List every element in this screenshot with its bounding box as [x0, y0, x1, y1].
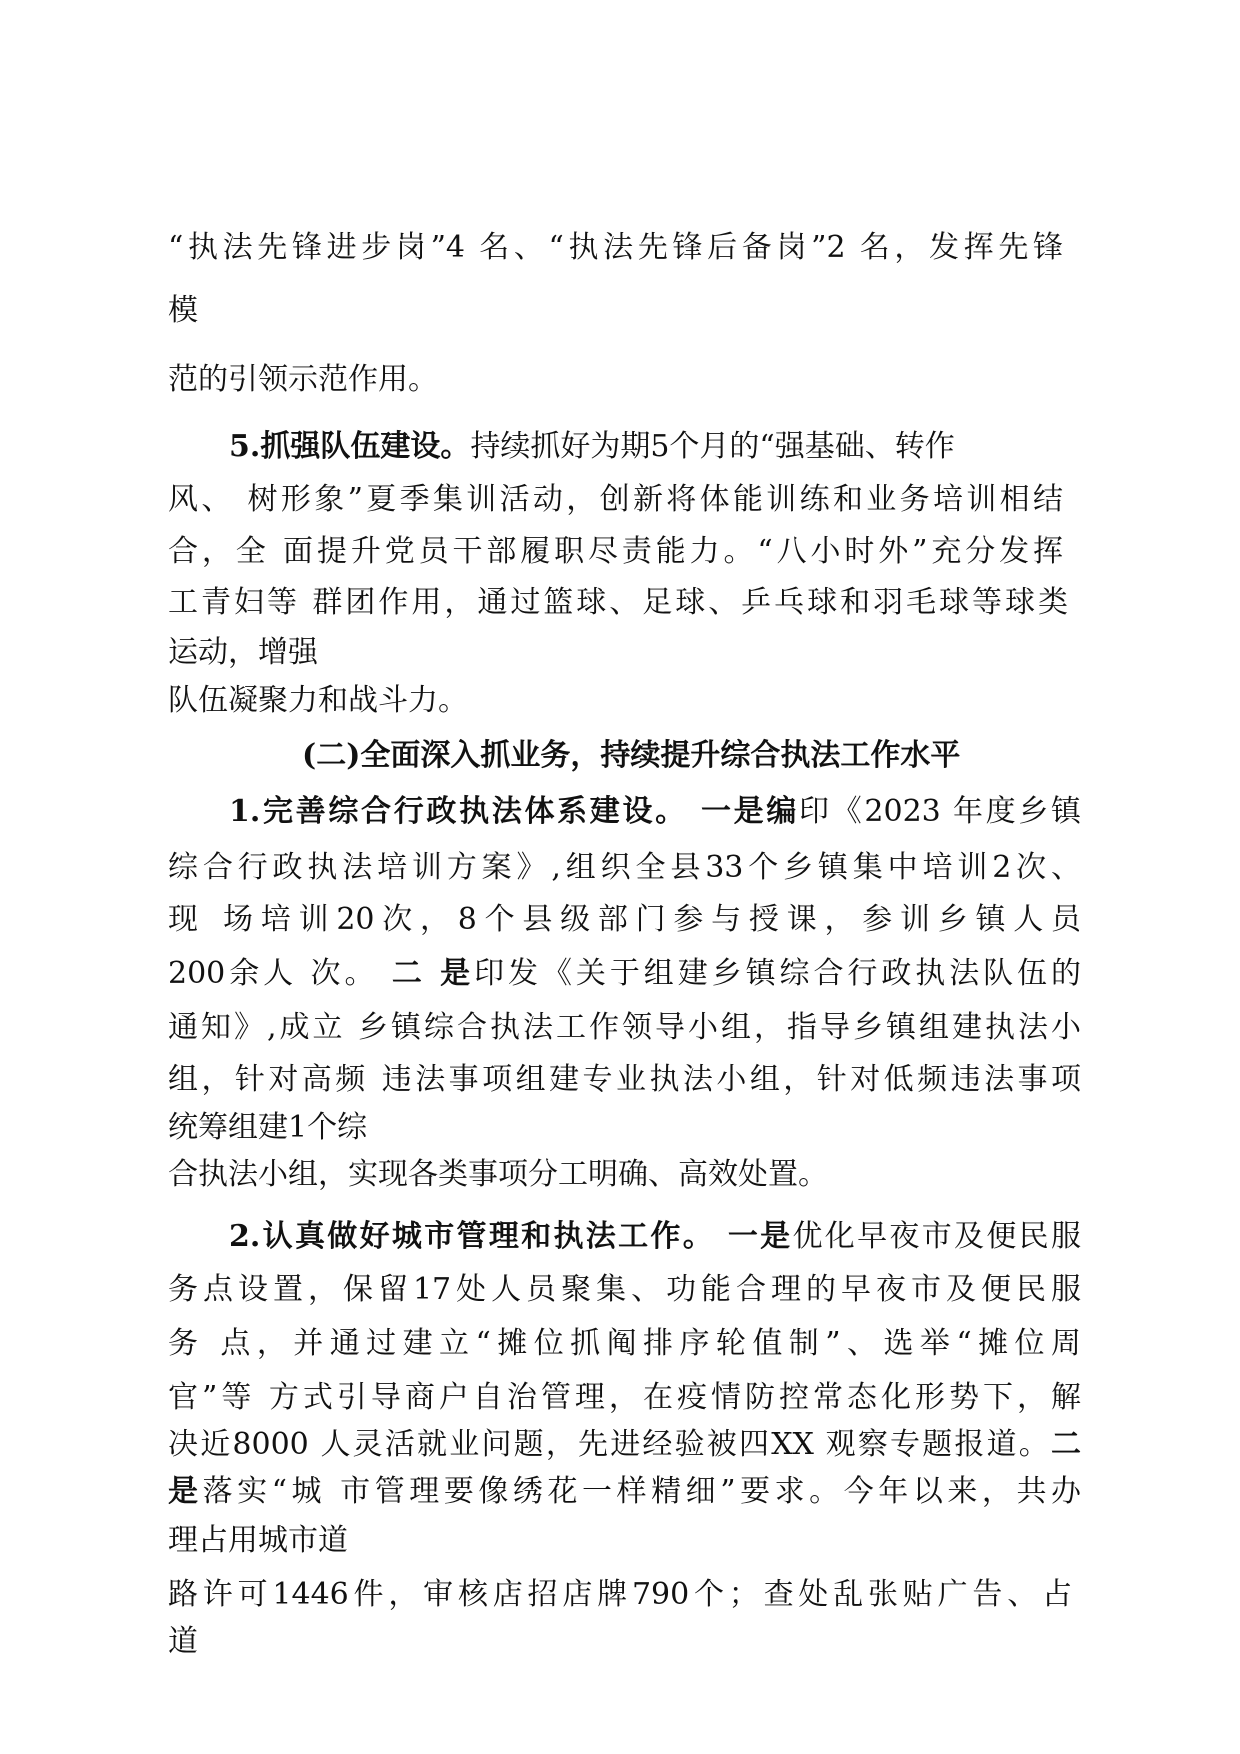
- text-run: 组，针对高频 违法事项组建专业执法小组，针对低频违法事项: [168, 1062, 1081, 1097]
- bold-run: 1.完善综合行政执法体系建设。 一是编: [229, 794, 800, 829]
- text-line: [168, 1008, 1081, 1048]
- text-line: [168, 633, 318, 673]
- text-line: [168, 848, 1081, 888]
- text-run: “执法先锋进步岗”4 名、“执法先锋后备岗”2 名，发挥先锋: [168, 230, 1063, 265]
- text-run: 风、 树形象”夏季集训活动，创新将体能训练和业务培训相结: [168, 482, 1063, 517]
- text-line: [168, 360, 438, 400]
- text-line: [168, 1575, 1072, 1615]
- text-line: [168, 1622, 198, 1662]
- text-run: 综合行政执法培训方案》,组织全县33个乡镇集中培训2次、: [168, 850, 1081, 885]
- text-run: 200余人 次。: [168, 956, 392, 991]
- bold-run: 5.抓强队伍建设。: [229, 429, 471, 464]
- text-run: 决近8000 人灵活就业问题，先进经验被四XX 观察专题报道。: [168, 1427, 1051, 1462]
- text-line: [168, 1378, 1081, 1418]
- bold-run: 二: [1051, 1427, 1081, 1462]
- heading-text: (二)全面深入抓业务，持续提升综合执法工作水平: [302, 738, 961, 773]
- paragraph-5-first-line: [229, 427, 955, 467]
- text-run: 运动，增强: [168, 635, 318, 670]
- bold-run: 2.认真做好城市管理和执法工作。 一是: [229, 1219, 793, 1254]
- text-run: 持续抓好为期5个月的“强基础、转作: [470, 429, 955, 464]
- text-run: 通知》,成立 乡镇综合执法工作领导小组，指导乡镇组建执法小: [168, 1010, 1081, 1045]
- text-run: 队伍凝聚力和战斗力。: [168, 683, 468, 718]
- text-run: 路许可1446件，审核店招店牌790个；查处乱张贴广告、占: [168, 1577, 1072, 1612]
- text-run: 现 场培训20次，8个县级部门参与授课，参训乡镇人员: [168, 902, 1081, 937]
- text-run: 模: [168, 293, 198, 328]
- text-line: [168, 1108, 367, 1148]
- text-line: [168, 681, 468, 721]
- text-run: 合执法小组，实现各类事项分工明确、高效处置。: [168, 1157, 828, 1192]
- text-line: [168, 1324, 1081, 1364]
- paragraph-1-first-line: [229, 792, 1081, 832]
- text-run: 官”等 方式引导商户自治管理，在疫情防控常态化形势下，解: [168, 1380, 1081, 1415]
- text-line: [168, 532, 1063, 572]
- text-run: 务 点，并通过建立“摊位抓阄排序轮值制”、选举“摊位周: [168, 1326, 1081, 1361]
- text-line: [168, 1472, 1081, 1512]
- text-run: 印《2023 年度乡镇: [799, 794, 1081, 829]
- text-line: [168, 480, 1063, 520]
- text-line: [168, 1521, 348, 1561]
- text-line: [168, 1060, 1081, 1100]
- text-run: 道: [168, 1624, 198, 1659]
- text-run: 合，全 面提升党员干部履职尽责能力。“八小时外”充分发挥: [168, 534, 1063, 569]
- text-run: 统筹组建1个综: [168, 1110, 368, 1145]
- text-run: 工青妇等 群团作用，通过篮球、足球、乒乓球和羽毛球等球类: [168, 585, 1068, 620]
- text-run: 理占用城市道: [168, 1523, 348, 1558]
- text-run: 优化早夜市及便民服: [792, 1219, 1081, 1254]
- text-run: 落实“城 市管理要像绣花一样精细”要求。今年以来，共办: [202, 1474, 1081, 1509]
- bold-run: 是: [168, 1474, 203, 1509]
- section-heading: [302, 736, 960, 776]
- text-line: [168, 1270, 1081, 1310]
- bold-run: 二 是: [391, 956, 475, 991]
- text-run: 务点设置，保留17处人员聚集、功能合理的早夜市及便民服: [168, 1272, 1081, 1307]
- text-run: 印发《关于组建乡镇综合行政执法队伍的: [474, 956, 1081, 991]
- text-line: [168, 1425, 1081, 1465]
- text-line: [168, 583, 1068, 623]
- text-line: [168, 1155, 828, 1195]
- text-line: [168, 291, 198, 331]
- text-line: [168, 954, 1081, 994]
- text-line: [168, 228, 1063, 268]
- paragraph-2-first-line: [229, 1217, 1081, 1257]
- text-line: [168, 900, 1081, 940]
- text-run: 范的引领示范作用。: [168, 362, 438, 397]
